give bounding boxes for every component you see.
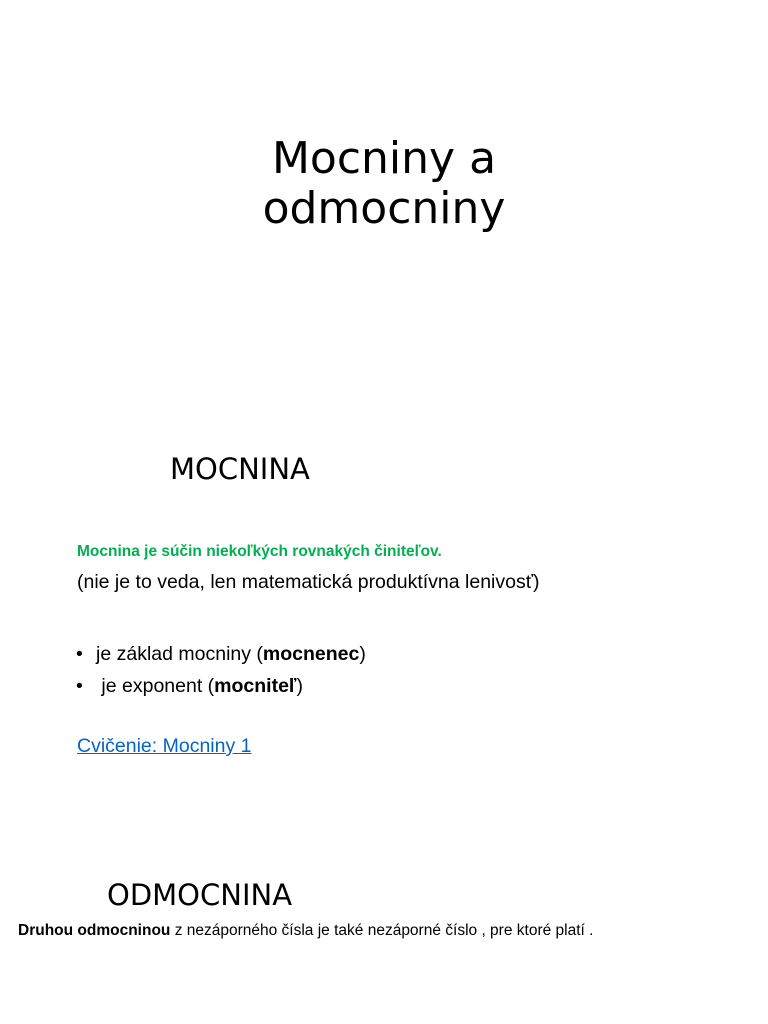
bullet-base-prefix: je základ mocniny ( [96,643,263,665]
odmocnina-heading: ODMOCNINA [107,878,293,912]
odmocnina-definition-rest: z nezáporného čísla je také nezáporné číslo , pre ktoré platí . [170,922,594,939]
bullet-icon: • [76,643,83,665]
bullet-exponent-term: mocniteľ [214,675,297,697]
bullet-item-exponent [76,670,366,702]
exercise-link[interactable]: Cvičenie: Mocniny 1 [77,735,252,757]
title-line-2: odmocniny [262,183,506,234]
bullet-exponent-prefix: je exponent ( [96,675,215,697]
bullet-exponent-suffix: ) [296,675,303,697]
title-line-1: Mocniny a [271,133,497,184]
bullet-icon: • [76,675,83,697]
mocnina-heading: MOCNINA [170,452,310,486]
bullet-base-suffix: ) [359,643,366,665]
odmocnina-definition-term: Druhou odmocninou [18,922,171,939]
bullet-item-base [76,638,366,670]
mocnina-definition: Mocnina je súčin niekoľkých rovnakých činiteľov. [77,543,442,560]
mocnina-bullet-list [76,638,366,702]
odmocnina-definition [18,922,593,940]
bullet-base-term: mocnenec [262,643,360,665]
mocnina-note: (nie je to veda, len matematická produktívna lenivosť) [77,571,540,593]
page-title [0,134,768,234]
